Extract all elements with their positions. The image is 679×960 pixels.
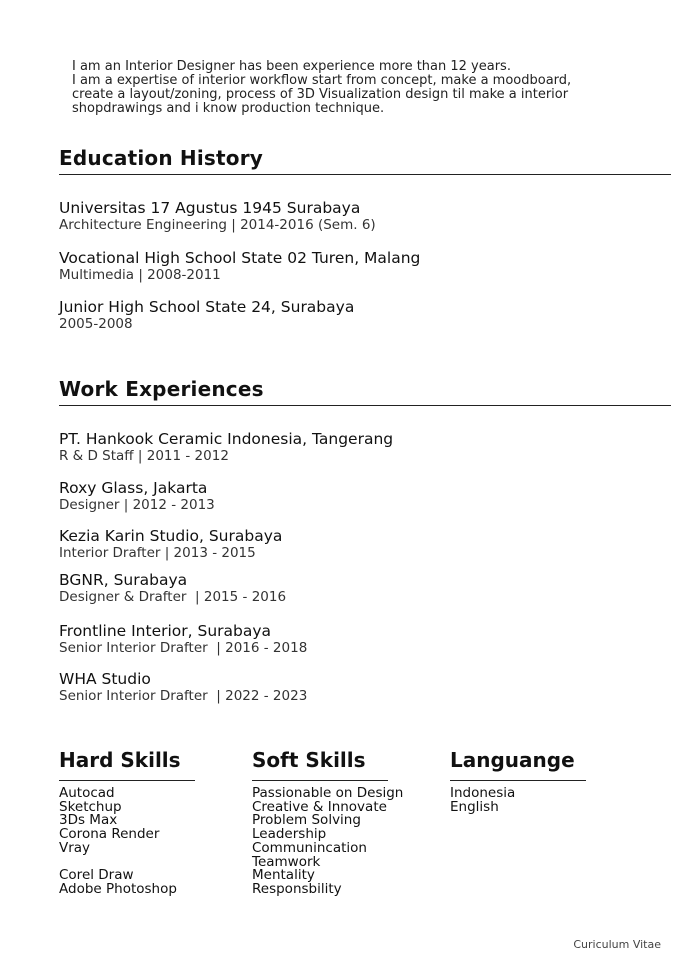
education-heading: Education History	[59, 146, 264, 170]
work-entry	[59, 479, 215, 513]
hard-skills-heading: Hard Skills	[59, 748, 181, 772]
education-entry	[59, 249, 420, 283]
language-heading: Languange	[450, 748, 575, 772]
hard-skill-item: Autocad	[59, 785, 115, 801]
work-role: R & D Staff | 2011 - 2012	[59, 448, 229, 464]
work-role: Senior Interior Drafter | 2022 - 2023	[59, 688, 308, 704]
work-entry	[59, 430, 393, 464]
work-entry	[59, 622, 307, 656]
work-heading: Work Experiences	[59, 377, 264, 401]
hard-skills-column	[59, 747, 195, 897]
education-detail: 2005-2008	[59, 316, 133, 332]
work-company: Frontline Interior, Surabaya	[59, 622, 272, 640]
intro-line: I am a expertise of interior workflow start from concept, make a moodboard,	[72, 73, 572, 88]
soft-skill-item: Responsbility	[252, 880, 342, 897]
work-entry	[59, 527, 282, 561]
education-school: Vocational High School State 02 Turen, Malang	[59, 249, 421, 267]
work-entry	[59, 670, 307, 704]
soft-skill-item: Leadership	[252, 826, 327, 843]
education-entry	[59, 298, 354, 332]
hard-skill-item: Corel Draw	[59, 867, 134, 884]
hard-skill-item: Corona Render	[59, 826, 160, 843]
education-school: Junior High School State 24, Surabaya	[59, 298, 355, 316]
soft-skills-heading: Soft Skills	[252, 748, 366, 772]
footer-label: Curiculum Vitae	[573, 938, 661, 951]
education-entry	[59, 199, 376, 233]
work-role: Designer | 2012 - 2013	[59, 497, 215, 513]
work-role: Interior Drafter | 2013 - 2015	[59, 545, 256, 561]
education-school: Universitas 17 Agustus 1945 Surabaya	[59, 199, 361, 217]
education-detail: Architecture Engineering | 2014-2016 (Sem. 6)	[59, 217, 376, 233]
soft-skill-item: Communincation	[252, 839, 367, 856]
education-divider	[59, 174, 671, 175]
soft-skill-item: Mentality	[252, 867, 315, 884]
language-item: English	[450, 798, 499, 815]
hard-skill-item: Sketchup	[59, 798, 122, 815]
education-detail: Multimedia | 2008-2011	[59, 267, 221, 283]
intro-line: shopdrawings and i know production technique.	[72, 101, 385, 116]
hard-skill-item: 3Ds Max	[59, 812, 118, 829]
intro-line: create a layout/zoning, process of 3D Visualization design til make a interior	[72, 87, 569, 102]
intro-paragraph	[72, 60, 652, 116]
hard-skill-item: Adobe Photoshop	[59, 880, 177, 897]
language-item: Indonesia	[450, 785, 516, 801]
work-company: Kezia Karin Studio, Surabaya	[59, 527, 283, 545]
soft-skill-item: Problem Solving	[252, 812, 361, 829]
language-column	[450, 747, 586, 814]
language-divider	[450, 780, 586, 781]
soft-skill-item: Teamwork	[252, 853, 321, 870]
work-divider	[59, 405, 671, 406]
soft-skills-column	[252, 747, 403, 897]
soft-skill-item: Passionable on Design	[252, 785, 404, 801]
work-company: Roxy Glass, Jakarta	[59, 479, 208, 497]
hard-skills-divider	[59, 780, 195, 781]
work-entry	[59, 571, 286, 605]
soft-skills-divider	[252, 780, 388, 781]
work-role: Designer & Drafter | 2015 - 2016	[59, 589, 287, 605]
work-company: BGNR, Surabaya	[59, 571, 188, 589]
work-company: WHA Studio	[59, 670, 151, 688]
hard-skill-item: Vray	[59, 839, 91, 856]
soft-skill-item: Creative & Innovate	[252, 798, 387, 815]
work-company: PT. Hankook Ceramic Indonesia, Tangerang	[59, 430, 394, 448]
work-role: Senior Interior Drafter | 2016 - 2018	[59, 640, 308, 656]
intro-line: I am an Interior Designer has been experience more than 12 years.	[72, 59, 511, 74]
